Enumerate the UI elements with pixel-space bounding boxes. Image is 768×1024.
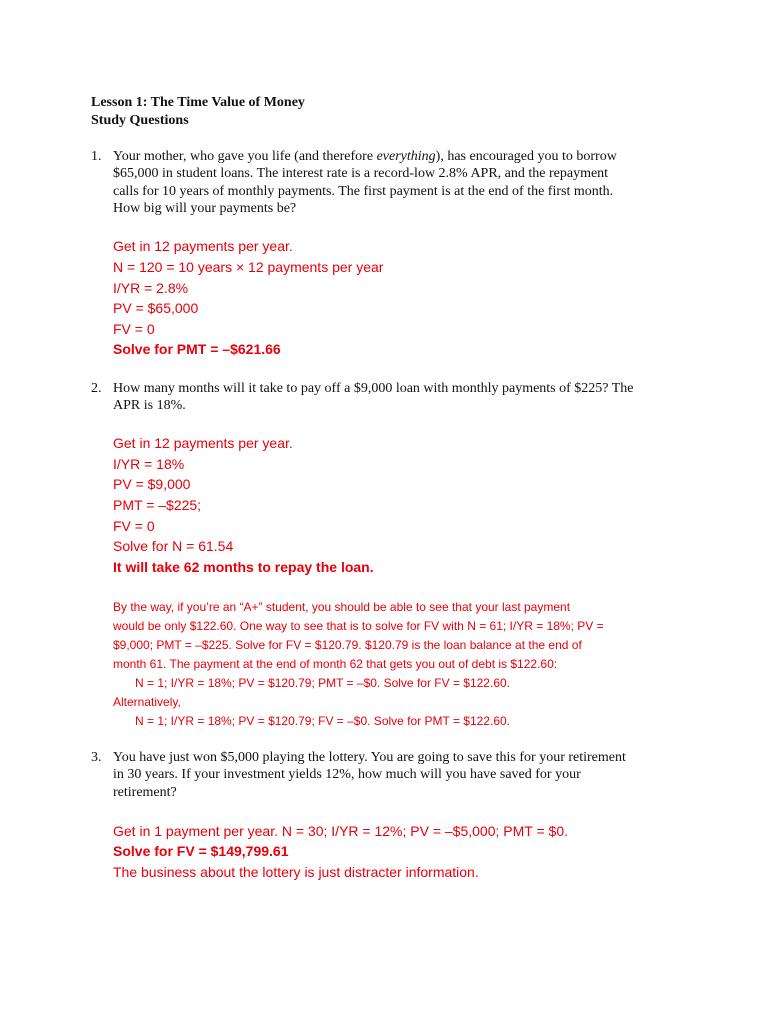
question-2-number: 2. (91, 381, 102, 396)
question-3-line-2: in 30 years. If your investment yields 12%, how much will you have saved for your (113, 767, 581, 782)
answer-1-line: N = 120 = 10 years × 12 payments per year (113, 259, 384, 275)
question-1-line-3: calls for 10 years of monthly payments. The first payment is at the end of the first month. (113, 184, 614, 199)
question-2-line-2: APR is 18%. (113, 398, 186, 413)
study-questions-heading: Study Questions (91, 113, 189, 128)
answer-2-result: It will take 62 months to repay the loan. (113, 559, 374, 575)
question-3-line-1: You have just won $5,000 playing the lottery. You are going to save this for your retirement (113, 750, 626, 765)
lesson-title: Lesson 1: The Time Value of Money (91, 95, 305, 110)
emphasis-everything: everything (376, 149, 436, 164)
answer-1-result: Solve for PMT = –$621.66 (113, 341, 281, 357)
answer-2-line: PV = $9,000 (113, 476, 191, 492)
answer-2-note-line: would be only $122.60. One way to see that is to solve for FV with N = 61; I/YR = 18%; PV = (113, 619, 604, 633)
answer-1-line: I/YR = 2.8% (113, 280, 189, 296)
answer-2-line: PMT = –$225; (113, 497, 202, 513)
question-1-number: 1. (91, 149, 102, 164)
answer-2-note-calc-1: N = 1; I/YR = 18%; PV = $120.79; PMT = –$0. Solve for FV = $122.60. (135, 676, 510, 690)
answer-2-note-alternatively: Alternatively, (113, 695, 181, 709)
question-3-number: 3. (91, 750, 102, 765)
answer-1-line: PV = $65,000 (113, 300, 199, 316)
question-3-line-3: retirement? (113, 785, 177, 800)
answer-1-line: Get in 12 payments per year. (113, 238, 293, 254)
answer-2-line: FV = 0 (113, 518, 155, 534)
question-2-line-1: How many months will it take to pay off a $9,000 loan with monthly payments of $225? The (113, 381, 634, 396)
answer-2-line: I/YR = 18% (113, 456, 185, 472)
answer-2-line: Solve for N = 61.54 (113, 538, 234, 554)
answer-2-note-line: $9,000; PMT = –$225. Solve for FV = $120.79. $120.79 is the loan balance at the end of (113, 638, 582, 652)
answer-2-note-line: By the way, if you’re an “A+” student, you should be able to see that your last payment (113, 600, 571, 614)
answer-2-note-calc-2: N = 1; I/YR = 18%; PV = $120.79; FV = –$0. Solve for PMT = $122.60. (135, 714, 510, 728)
answer-3-result: Solve for FV = $149,799.61 (113, 843, 289, 859)
question-1-line-2: $65,000 in student loans. The interest rate is a record-low 2.8% APR, and the repayment (113, 166, 609, 181)
answer-1-line: FV = 0 (113, 321, 155, 337)
answer-3-comment: The business about the lottery is just distracter information. (113, 864, 479, 880)
question-1-line-4: How big will your payments be? (113, 201, 297, 216)
answer-3-line: Get in 1 payment per year. N = 30; I/YR = 12%; PV = –$5,000; PMT = $0. (113, 823, 568, 839)
answer-2-line: Get in 12 payments per year. (113, 435, 293, 451)
answer-2-note-line: month 61. The payment at the end of month 62 that gets you out of debt is $122.60: (113, 657, 558, 671)
question-1-line-1: Your mother, who gave you life (and therefore everything), has encouraged you to borrow (113, 149, 617, 164)
